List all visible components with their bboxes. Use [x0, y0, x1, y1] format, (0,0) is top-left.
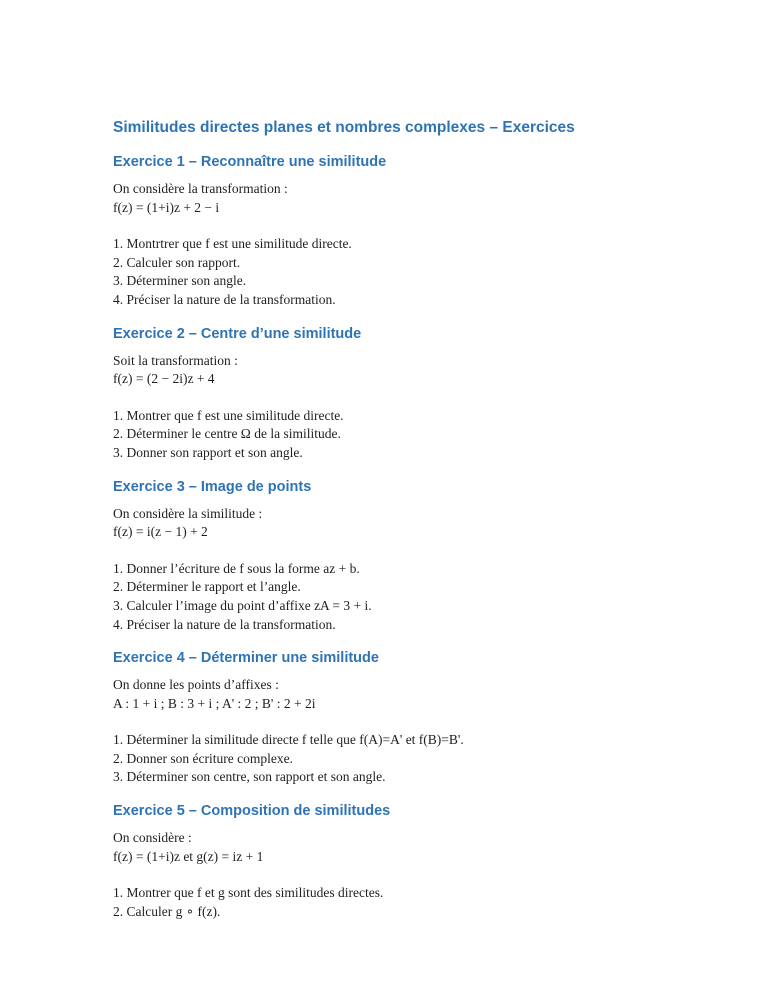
- question-line: 4. Préciser la nature de la transformation.: [113, 616, 336, 632]
- intro-line: Soit la transformation :: [113, 352, 238, 368]
- exercise-heading: Exercice 4 – Déterminer une similitude: [113, 650, 379, 667]
- question-list: [113, 560, 658, 634]
- question-list: [113, 731, 658, 787]
- question-line: 1. Donner l’écriture de f sous la forme az + b.: [113, 560, 360, 576]
- exercise-heading: Exercice 5 – Composition de similitudes: [113, 803, 391, 820]
- question-line: 3. Calculer l’image du point d’affixe zA = 3 + i.: [113, 597, 372, 613]
- formula-line: f(z) = (1+i)z + 2 − i: [113, 199, 220, 215]
- intro-line: On considère :: [113, 830, 192, 846]
- question-list: [113, 235, 658, 309]
- exercise-heading: Exercice 2 – Centre d’une similitude: [113, 325, 362, 342]
- question-line: 1. Déterminer la similitude directe f telle que f(A)=A' et f(B)=B'.: [113, 732, 464, 748]
- question-line: 3. Déterminer son angle.: [113, 273, 247, 289]
- question-line: 4. Préciser la nature de la transformation.: [113, 291, 336, 307]
- exercise-section-2: [113, 325, 658, 463]
- exercise-section-1: [113, 153, 658, 310]
- exercise-section-3: [113, 478, 658, 635]
- exercise-section-5: [113, 802, 658, 921]
- intro-line: On donne les points d’affixes :: [113, 677, 279, 693]
- question-line: 1. Montrer que f et g sont des similitudes directes.: [113, 885, 384, 901]
- intro-line: On considère la similitude :: [113, 505, 263, 521]
- document-title: Similitudes directes planes et nombres complexes – Exercices: [113, 119, 575, 136]
- question-list: [113, 407, 658, 463]
- question-line: 3. Donner son rapport et son angle.: [113, 444, 303, 460]
- question-line: 3. Déterminer son centre, son rapport et son angle.: [113, 769, 386, 785]
- exercise-heading: Exercice 3 – Image de points: [113, 478, 312, 495]
- exercise-heading: Exercice 1 – Reconnaître une similitude: [113, 154, 387, 170]
- question-line: 1. Montrer que f est une similitude directe.: [113, 407, 344, 423]
- formula-line: f(z) = i(z − 1) + 2: [113, 524, 208, 540]
- question-line: 2. Déterminer le centre Ω de la similitude.: [113, 426, 341, 442]
- question-line: 1. Montrtrer que f est une similitude directe.: [113, 236, 352, 252]
- question-line: 2. Calculer g ∘ f(z).: [113, 903, 221, 919]
- question-line: 2. Calculer son rapport.: [113, 254, 241, 270]
- question-line: 2. Déterminer le rapport et l’angle.: [113, 579, 301, 595]
- formula-line: A : 1 + i ; B : 3 + i ; A' : 2 ; B' : 2 + 2i: [113, 695, 316, 711]
- question-line: 2. Donner son écriture complexe.: [113, 750, 293, 766]
- question-list: [113, 884, 658, 921]
- formula-line: f(z) = (1+i)z et g(z) = iz + 1: [113, 848, 264, 864]
- exercise-section-4: [113, 649, 658, 787]
- formula-line: f(z) = (2 − 2i)z + 4: [113, 371, 215, 387]
- intro-line: On considère la transformation :: [113, 181, 288, 196]
